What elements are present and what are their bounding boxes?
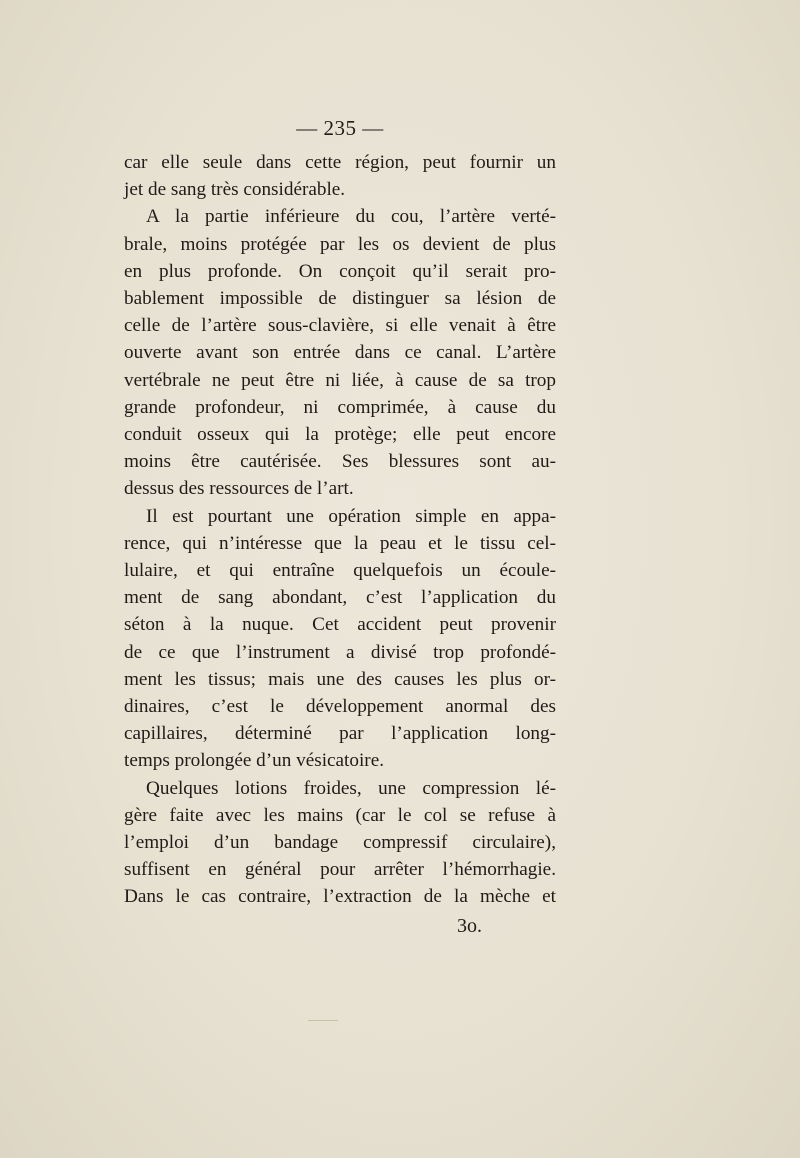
text-line: dinaires, c’est le développement anormal des [124,696,556,718]
text-line: car elle seule dans cette région, peut fournir un [124,152,556,173]
text-line: gère faite avec les mains (car le col se refuse à [124,804,556,826]
text-line: jet de sang très considérable. [124,179,346,201]
text-line: capillaires, déterminé par l’application long- [124,723,556,745]
text-line: ment de sang abondant, c’est l’application du [124,587,556,609]
body-text [124,149,556,911]
page-number: — 235 — [296,116,384,140]
text-line: ouverte avant son entrée dans ce canal. L’artère [124,342,556,364]
text-line: dessus des ressources de l’art. [124,478,354,500]
text-line: Quelques lotions froides, une compression lé- [146,777,556,799]
text-line: brale, moins protégée par les os devient de plus [124,233,556,255]
text-line: Dans le cas contraire, l’extraction de la mèche et [124,886,556,908]
text-line: celle de l’artère sous-clavière, si elle venait à être [124,315,556,337]
text-line: bablement impossible de distinguer sa lésion de [124,288,556,310]
text-line: Il est pourtant une opération simple en appa- [146,505,556,527]
text-line: A la partie inférieure du cou, l’artère verté- [146,206,556,228]
text-line: vertébrale ne peut être ni liée, à cause de sa trop [124,369,556,391]
text-line: moins être cautérisée. Ses blessures sont au- [124,451,556,473]
text-line: l’emploi d’un bandage compressif circulaire), [124,832,556,854]
text-line: lulaire, et qui entraîne quelquefois un écoule- [124,560,556,582]
text-line: rence, qui n’intéresse que la peau et le tissu cel- [124,532,556,554]
text-line: séton à la nuque. Cet accident peut provenir [124,614,556,636]
text-line: suffisent en général pour arrêter l’hémorrhagie. [124,859,556,881]
text-line: ment les tissus; mais une des causes les plus or- [124,668,556,690]
text-line: temps prolongée d’un vésicatoire. [124,750,385,772]
text-line: en plus profonde. On conçoit qu’il serait pro- [124,260,556,282]
text-line: conduit osseux qui la protège; elle peut encore [124,424,556,446]
text-line: grande profondeur, ni comprimée, à cause du [124,396,556,418]
text-line: de ce que l’instrument a divisé trop profondé- [124,641,556,663]
paper-mark [308,1020,338,1021]
signature-mark: 3o. [457,915,482,937]
